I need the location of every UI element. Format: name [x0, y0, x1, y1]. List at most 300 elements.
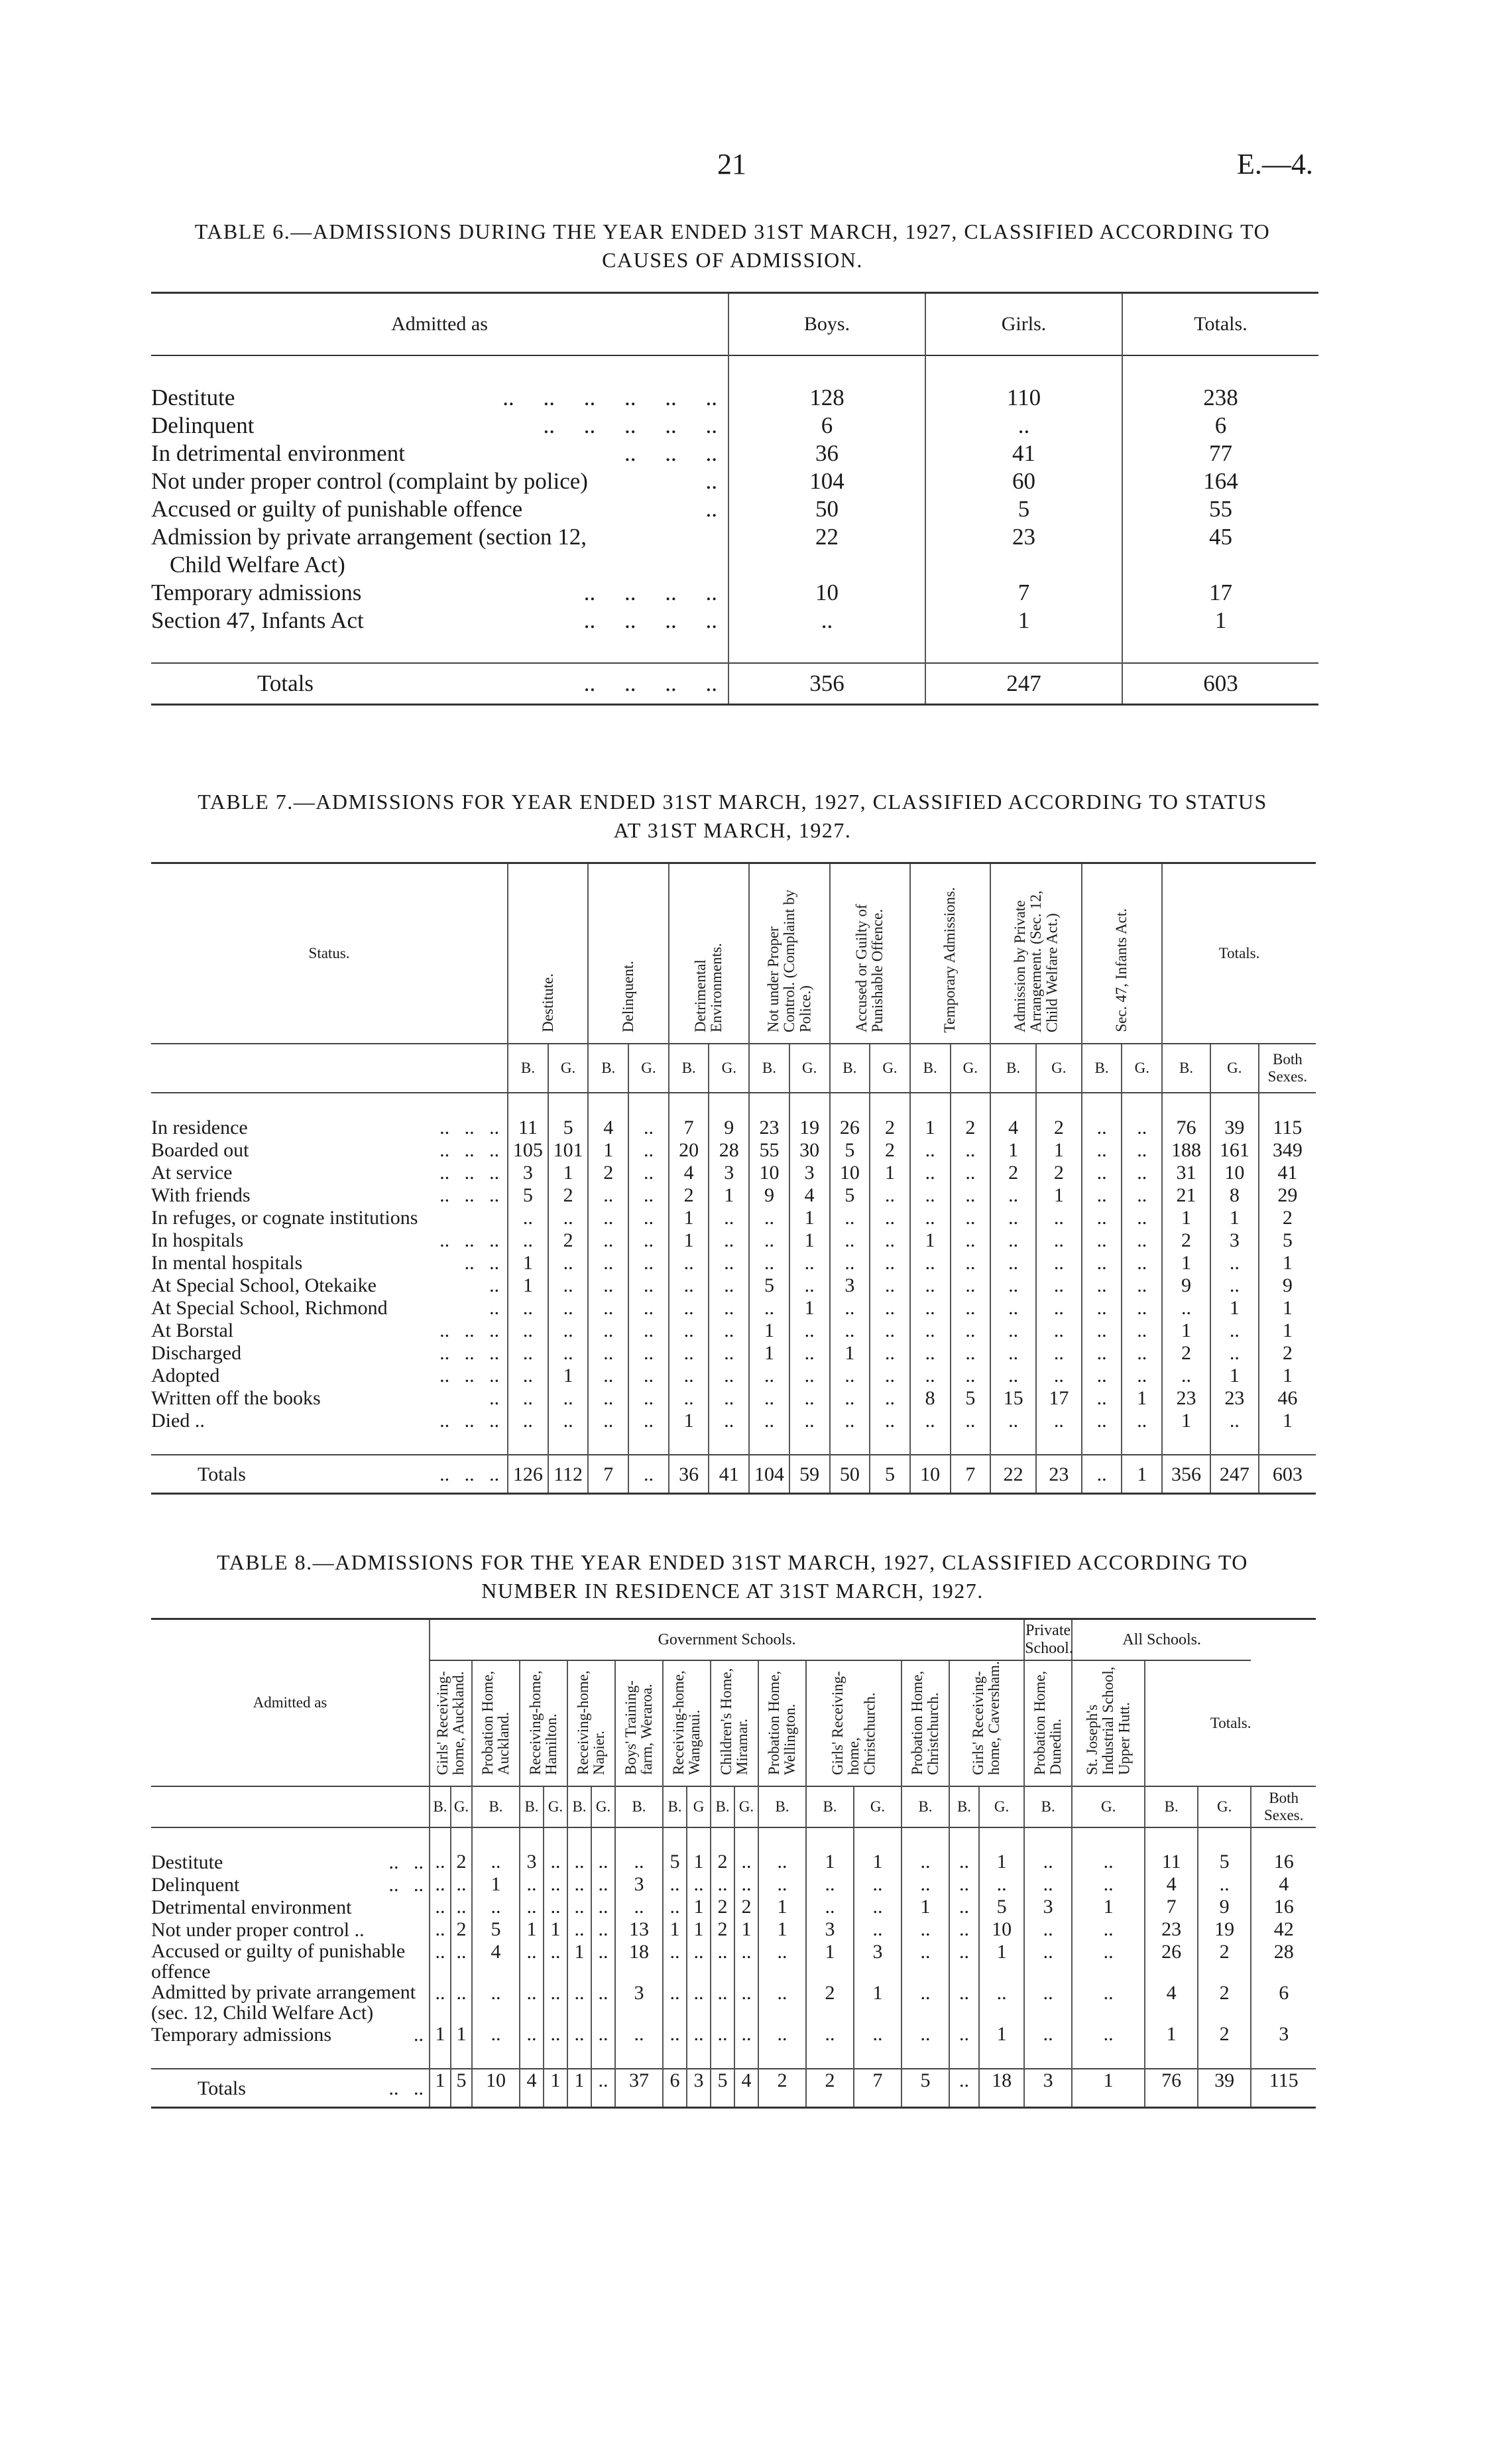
t8-cell: 1	[451, 2023, 472, 2046]
t7-cell: ..	[951, 1206, 991, 1229]
t8-cell: ..	[591, 1982, 615, 2023]
t8-cell: ..	[567, 1918, 591, 1941]
t8-cell: 115	[1251, 2069, 1316, 2108]
t6-cell-total	[1122, 551, 1318, 579]
t7-cell: 1	[789, 1229, 830, 1251]
t8-cell: ..	[901, 1873, 949, 1896]
t8-cell: 42	[1251, 1918, 1316, 1941]
t7-cell: ..	[951, 1229, 991, 1251]
t7-cell: ..	[789, 1341, 830, 1364]
t7-cell: 5	[508, 1184, 548, 1206]
t7-cell: ..	[1122, 1296, 1162, 1319]
t7-leader-dots: .. .. ..	[439, 1409, 500, 1432]
t8-leader-dots: .. ..	[388, 2077, 424, 2099]
t7-cell: ..	[789, 1319, 830, 1341]
t8-cell: 28	[1251, 1941, 1316, 1982]
t7-cell: 5	[1259, 1229, 1316, 1251]
t7-cell: ..	[870, 1409, 910, 1432]
t8-school-header	[615, 1660, 663, 1786]
t8-cell: ..	[734, 1851, 758, 1873]
t7-cell: 9	[1162, 1274, 1210, 1296]
t7-cell: 3	[830, 1274, 870, 1296]
t7-cell: ..	[951, 1409, 991, 1432]
t8-cell: ..	[451, 1982, 472, 2023]
t8-sub: G.	[734, 1786, 758, 1827]
t7-cell: 30	[789, 1138, 830, 1161]
t8-cell: 2	[1198, 1941, 1251, 1982]
t8-cell: ..	[520, 1873, 544, 1896]
t7-leader-dots: ..	[489, 1296, 500, 1319]
t8-cell: 3	[806, 1918, 854, 1941]
t8-cell: ..	[949, 1941, 979, 1982]
t8-cell: 23	[1145, 1918, 1198, 1941]
t6-row	[151, 523, 1318, 551]
t8-cell: ..	[734, 2023, 758, 2046]
t8-sub: G.	[544, 1786, 567, 1827]
t8-cell: 1	[901, 1896, 949, 1918]
t7-cell: ..	[588, 1206, 628, 1229]
t7-label	[151, 1296, 508, 1319]
t7-leader-dots: .. .. ..	[439, 1161, 500, 1184]
t7-cell: ..	[548, 1409, 589, 1432]
t7-cell: 5	[951, 1386, 991, 1409]
t6-row	[151, 384, 1318, 412]
t7-cell: ..	[1122, 1409, 1162, 1432]
t8-cell: 7	[854, 2069, 901, 2108]
t8-header-all: All Schools.	[1072, 1619, 1251, 1661]
t6-leader-dots: ..	[705, 496, 717, 522]
t7-cell: ..	[749, 1386, 789, 1409]
t8-cell: ..	[1072, 1851, 1145, 1873]
t7-cell: ..	[628, 1184, 669, 1206]
t7-cell: ..	[789, 1386, 830, 1409]
t7-cell: ..	[508, 1341, 548, 1364]
t6-totals-label	[151, 663, 728, 705]
t7-cell: 2	[588, 1161, 628, 1184]
t8-cell: 1	[520, 1918, 544, 1941]
t8-cell: ..	[1072, 1982, 1145, 2023]
t7-cell: 1	[709, 1184, 749, 1206]
t6-leader-dots: .. .. .. .. .. ..	[502, 385, 717, 410]
t7-cell: 22	[990, 1455, 1036, 1494]
t7-label-text: In hospitals	[151, 1229, 244, 1251]
t7-cell: ..	[1082, 1251, 1122, 1274]
t6-cell-total: 164	[1122, 467, 1318, 495]
t7-cell: ..	[830, 1409, 870, 1432]
t8-cell: 5	[663, 1851, 687, 1873]
t8-school-name: St. Joseph's Industrial School, Upper Hutt.	[1083, 1666, 1133, 1775]
t7-row	[151, 1206, 1316, 1229]
t7-cell: 1	[749, 1319, 789, 1341]
t7-label-text: Adopted	[151, 1364, 220, 1386]
t7-cell: 5	[870, 1455, 910, 1494]
t8-cell: ..	[949, 1896, 979, 1918]
t7-cell: 2	[1259, 1341, 1316, 1364]
t8-leader-dots: ..	[414, 2023, 424, 2046]
t7-cell: 46	[1259, 1386, 1316, 1409]
t7-leader-dots: .. .. ..	[439, 1319, 500, 1341]
t7-header-infants-act: Sec. 47, Infants Act.	[1082, 863, 1162, 1044]
t7-cell: ..	[990, 1319, 1036, 1341]
t8-cell: 39	[1198, 2069, 1251, 2108]
t7-cell: ..	[628, 1364, 669, 1386]
t7-sub-b: B.	[990, 1044, 1036, 1093]
t8-cell: ..	[591, 1873, 615, 1896]
t7-cell: 39	[1210, 1116, 1259, 1138]
t7-cell: 17	[1036, 1386, 1082, 1409]
t7-cell: 26	[830, 1116, 870, 1138]
t7-row	[151, 1274, 1316, 1296]
t7-cell: 1	[910, 1116, 951, 1138]
t8-school-name: Girls' Receiving-home, Caversham.	[970, 1661, 1003, 1775]
t8-school-header	[949, 1660, 1024, 1786]
t6-label-text: Admission by private arrangement (section 12,	[151, 524, 587, 550]
t8-cell: 1	[687, 1896, 711, 1918]
t8-cell: 1	[687, 1918, 711, 1941]
t6-leader-dots: ..	[705, 468, 717, 494]
t8-cell: ..	[901, 2023, 949, 2046]
t7-cell: ..	[1122, 1319, 1162, 1341]
t7-cell: 10	[830, 1161, 870, 1184]
t6-label	[151, 607, 728, 635]
t7-cell: 2	[548, 1184, 589, 1206]
t7-cell: ..	[870, 1229, 910, 1251]
t7-sub-b: B.	[910, 1044, 951, 1093]
t8-cell: ..	[663, 1896, 687, 1918]
t8-label	[151, 1918, 430, 1941]
t7-cell: ..	[1036, 1251, 1082, 1274]
t7-cell: ..	[990, 1206, 1036, 1229]
t7-cell: ..	[1082, 1319, 1122, 1341]
t8-leader-dots: .. ..	[388, 1851, 424, 1873]
t8-cell: ..	[544, 1941, 567, 1982]
t7-header-totals: Totals.	[1162, 863, 1316, 1044]
t8-cell: ..	[567, 1896, 591, 1918]
t7-cell: ..	[910, 1184, 951, 1206]
t7-label	[151, 1161, 508, 1184]
t8-sub: B.	[949, 1786, 979, 1827]
t7-label	[151, 1364, 508, 1386]
t7-cell: ..	[1082, 1386, 1122, 1409]
t7-cell: ..	[628, 1455, 669, 1494]
t7-label-text: In refuges, or cognate institutions	[151, 1206, 418, 1229]
t7-cell: ..	[870, 1206, 910, 1229]
t7-cell: 20	[669, 1138, 709, 1161]
t8-cell: 5	[711, 2069, 734, 2108]
t7-spacer	[151, 1093, 1316, 1116]
t7-cell: 1	[1259, 1364, 1316, 1386]
t6-cell-boys: ..	[728, 607, 925, 635]
table7-title-line1: TABLE 7.—ADMISSIONS FOR YEAR ENDED 31ST MARCH, 1927, CLASSIFIED ACCORDING TO STATUS	[198, 790, 1267, 814]
t7-cell: ..	[669, 1319, 709, 1341]
t7-cell: ..	[830, 1296, 870, 1319]
t7-cell: 126	[508, 1455, 548, 1494]
t7-label-text: Discharged	[151, 1341, 242, 1364]
t7-sub-g: G.	[1210, 1044, 1259, 1093]
t8-cell: ..	[520, 1941, 544, 1982]
t7-cell: ..	[1082, 1296, 1122, 1319]
table8-title	[133, 1548, 1332, 1605]
t7-cell: ..	[508, 1319, 548, 1341]
t8-cell: 3	[615, 1873, 663, 1896]
t8-cell: ..	[472, 2023, 520, 2046]
t7-cell: ..	[1036, 1341, 1082, 1364]
t8-cell: ..	[520, 2023, 544, 2046]
t7-leader-dots: .. .. ..	[439, 1364, 500, 1386]
t6-cell-boys: 10	[728, 579, 925, 607]
t8-cell: 13	[615, 1918, 663, 1941]
t8-school-name: Boys' Training-farm, Weraroa.	[622, 1680, 655, 1775]
t8-school-header	[430, 1660, 472, 1786]
t7-cell: ..	[789, 1409, 830, 1432]
t8-school-header	[472, 1660, 520, 1786]
t7-cell: 1	[1210, 1206, 1259, 1229]
t6-header-boys: Boys.	[728, 293, 925, 356]
t6-cell-total: 45	[1122, 523, 1318, 551]
t8-row	[151, 1873, 1316, 1896]
t7-cell: 3	[709, 1161, 749, 1184]
t7-sub-b: B.	[588, 1044, 628, 1093]
t6-totals-total: 603	[1122, 663, 1318, 705]
t6-label	[151, 467, 728, 495]
t7-cell: 1	[1162, 1206, 1210, 1229]
t7-cell: ..	[870, 1274, 910, 1296]
t7-cell: 1	[508, 1251, 548, 1274]
t7-cell: 1	[990, 1138, 1036, 1161]
t7-cell: 15	[990, 1386, 1036, 1409]
t7-cell: 188	[1162, 1138, 1210, 1161]
t8-cell: ..	[472, 1896, 520, 1918]
t8-cell: 3	[1024, 2069, 1072, 2108]
t7-cell: ..	[990, 1296, 1036, 1319]
t8-cell: ..	[758, 1873, 806, 1896]
t7-label-text: At Special School, Otekaike	[151, 1274, 377, 1296]
t8-cell: 1	[1145, 2023, 1198, 2046]
t8-sub: B.	[1145, 1786, 1198, 1827]
t8-cell: ..	[663, 1873, 687, 1896]
t8-totals-row	[151, 2069, 1316, 2108]
t7-cell: ..	[508, 1364, 548, 1386]
t7-cell: ..	[548, 1296, 589, 1319]
t8-cell: 2	[806, 1982, 854, 2023]
t7-cell: 1	[910, 1229, 951, 1251]
t8-header-admitted: Admitted as	[151, 1619, 430, 1787]
t7-cell: 4	[669, 1161, 709, 1184]
t7-cell: 2	[1036, 1161, 1082, 1184]
t8-cell: 1	[430, 2069, 451, 2108]
t7-cell: 1	[749, 1341, 789, 1364]
t8-label-text: Totals	[198, 2077, 246, 2099]
t7-sub-b: B.	[1082, 1044, 1122, 1093]
t7-cell: ..	[951, 1341, 991, 1364]
t7-label	[151, 1206, 508, 1229]
t8-cell: 2	[734, 1896, 758, 1918]
t7-cell: 9	[709, 1116, 749, 1138]
t8-cell: ..	[430, 1941, 451, 1982]
t7-cell: ..	[910, 1274, 951, 1296]
t7-cell: 2	[870, 1138, 910, 1161]
t7-sub-g: G.	[789, 1044, 830, 1093]
t6-leader-dots: .. .. .. ..	[583, 580, 717, 605]
t8-row	[151, 1851, 1316, 1873]
t8-cell: ..	[949, 2023, 979, 2046]
t8-cell: 6	[663, 2069, 687, 2108]
t8-row	[151, 1982, 1316, 2023]
t7-row	[151, 1116, 1316, 1138]
t8-sub: G.	[451, 1786, 472, 1827]
t8-school-header	[1024, 1660, 1072, 1786]
t7-cell: 41	[709, 1455, 749, 1494]
t8-cell: 1	[758, 1896, 806, 1918]
t8-cell: 1	[663, 1918, 687, 1941]
t7-cell: ..	[588, 1229, 628, 1251]
t8-cell: ..	[734, 1873, 758, 1896]
t6-totals-text: Totals	[257, 670, 314, 696]
t8-cell: 1	[544, 1918, 567, 1941]
t8-cell: ..	[949, 2069, 979, 2108]
t7-label	[151, 1455, 508, 1494]
t8-cell: ..	[1198, 1873, 1251, 1896]
t7-cell: ..	[709, 1341, 749, 1364]
t6-cell-girls: 23	[925, 523, 1122, 551]
t7-cell: 2	[548, 1229, 589, 1251]
t8-cell: 1	[854, 1982, 901, 2023]
t8-cell: ..	[472, 1851, 520, 1873]
t7-row	[151, 1229, 1316, 1251]
t7-label-text: Totals	[198, 1463, 246, 1485]
t7-cell: 55	[749, 1138, 789, 1161]
t7-cell: ..	[1036, 1229, 1082, 1251]
t8-cell: ..	[1024, 1918, 1072, 1941]
t7-cell: ..	[749, 1251, 789, 1274]
t6-row	[151, 467, 1318, 495]
t8-cell: ..	[567, 2023, 591, 2046]
t8-cell: ..	[430, 1873, 451, 1896]
t7-cell: 8	[1210, 1184, 1259, 1206]
t8-cell: ..	[854, 1873, 901, 1896]
t7-sub-g: G.	[1122, 1044, 1162, 1093]
t8-school-name: Receiving-home, Wanganui.	[669, 1670, 703, 1775]
t7-label-text: At Special School, Richmond	[151, 1296, 388, 1319]
t8-label	[151, 1873, 430, 1896]
t7-cell: 101	[548, 1138, 589, 1161]
t8-cell: ..	[806, 1873, 854, 1896]
t7-cell: 50	[830, 1455, 870, 1494]
t8-school-name: Probation Home, Auckland.	[479, 1670, 512, 1775]
t8-leader-dots: .. ..	[388, 1873, 424, 1896]
t7-cell: 19	[789, 1116, 830, 1138]
t7-cell: 1	[870, 1161, 910, 1184]
t8-cell: ..	[711, 2023, 734, 2046]
t8-cell: 76	[1145, 2069, 1198, 2108]
t8-cell: ..	[1072, 1918, 1145, 1941]
t7-cell: ..	[508, 1409, 548, 1432]
t7-cell: 1	[1259, 1296, 1316, 1319]
t7-leader-dots: .. .. ..	[439, 1229, 500, 1251]
t8-cell: 1	[567, 1941, 591, 1982]
t7-cell: ..	[669, 1386, 709, 1409]
t7-cell: 1	[548, 1161, 589, 1184]
t8-cell: 5	[472, 1918, 520, 1941]
t7-cell: ..	[588, 1409, 628, 1432]
t7-cell: ..	[870, 1341, 910, 1364]
t7-cell: ..	[669, 1251, 709, 1274]
t8-cell: 6	[1251, 1982, 1316, 2023]
t6-cell-girls: 1	[925, 607, 1122, 635]
t7-row	[151, 1251, 1316, 1274]
t8-school-header	[901, 1660, 949, 1786]
t8-sub: B.	[472, 1786, 520, 1827]
t8-cell: 37	[615, 2069, 663, 2108]
t7-cell: ..	[628, 1229, 669, 1251]
t8-cell: 26	[1145, 1941, 1198, 1982]
t8-cell: ..	[1024, 2023, 1072, 2046]
t6-cell-girls: 60	[925, 467, 1122, 495]
t7-cell: ..	[709, 1296, 749, 1319]
t7-cell: 1	[669, 1229, 709, 1251]
t7-label	[151, 1274, 508, 1296]
t8-label-text: Destitute	[151, 1851, 223, 1873]
t7-cell: 4	[588, 1116, 628, 1138]
t8-cell: 5	[979, 1896, 1024, 1918]
t8-cell: ..	[615, 1896, 663, 1918]
t7-leader-dots: .. .. ..	[439, 1184, 500, 1206]
t7-cell: ..	[870, 1251, 910, 1274]
t7-cell: 2	[870, 1116, 910, 1138]
t7-cell: 7	[588, 1455, 628, 1494]
t7-cell: 8	[910, 1386, 951, 1409]
table7-title-line2: AT 31ST MARCH, 1927.	[613, 818, 852, 843]
t6-spacer	[151, 635, 1318, 663]
t8-label-text: Accused or guilty of punishable offence	[151, 1940, 406, 1983]
t7-cell: 36	[669, 1455, 709, 1494]
t7-sub-g: G.	[628, 1044, 669, 1093]
t6-leader-dots: .. .. .. ..	[583, 607, 717, 633]
t7-cell: ..	[1122, 1184, 1162, 1206]
t8-cell: ..	[567, 1851, 591, 1873]
t8-school-name: Children's Home, Miramar.	[717, 1668, 750, 1775]
table7-title	[133, 788, 1332, 845]
t6-label	[151, 523, 728, 551]
t8-label	[151, 1896, 430, 1918]
t8-cell: ..	[687, 1941, 711, 1982]
t7-cell: ..	[628, 1138, 669, 1161]
t6-header-girls: Girls.	[925, 293, 1122, 356]
t7-label	[151, 1138, 508, 1161]
t8-cell: 7	[1145, 1896, 1198, 1918]
t8-cell: 3	[520, 1851, 544, 1873]
t7-totals-row	[151, 1455, 1316, 1494]
t7-cell: ..	[628, 1116, 669, 1138]
t7-cell: 1	[1036, 1138, 1082, 1161]
t7-leader-dots: .. .. ..	[439, 1116, 500, 1138]
t8-cell: 18	[615, 1941, 663, 1982]
t7-cell: ..	[709, 1206, 749, 1229]
t7-row	[151, 1138, 1316, 1161]
t7-cell: ..	[830, 1251, 870, 1274]
t7-cell: 1	[1122, 1386, 1162, 1409]
t7-header-detrimental: Detrimental Environments.	[669, 863, 749, 1044]
t8-cell: 2	[711, 1851, 734, 1873]
t7-row	[151, 1319, 1316, 1341]
table6-title	[133, 217, 1332, 275]
t7-cell: ..	[749, 1229, 789, 1251]
t7-leader-dots: ..	[489, 1274, 500, 1296]
t7-row	[151, 1341, 1316, 1364]
t7-label-text: In residence	[151, 1116, 248, 1138]
t6-leader-dots: .. .. .. ..	[583, 670, 717, 696]
t7-sub-g: G.	[1036, 1044, 1082, 1093]
